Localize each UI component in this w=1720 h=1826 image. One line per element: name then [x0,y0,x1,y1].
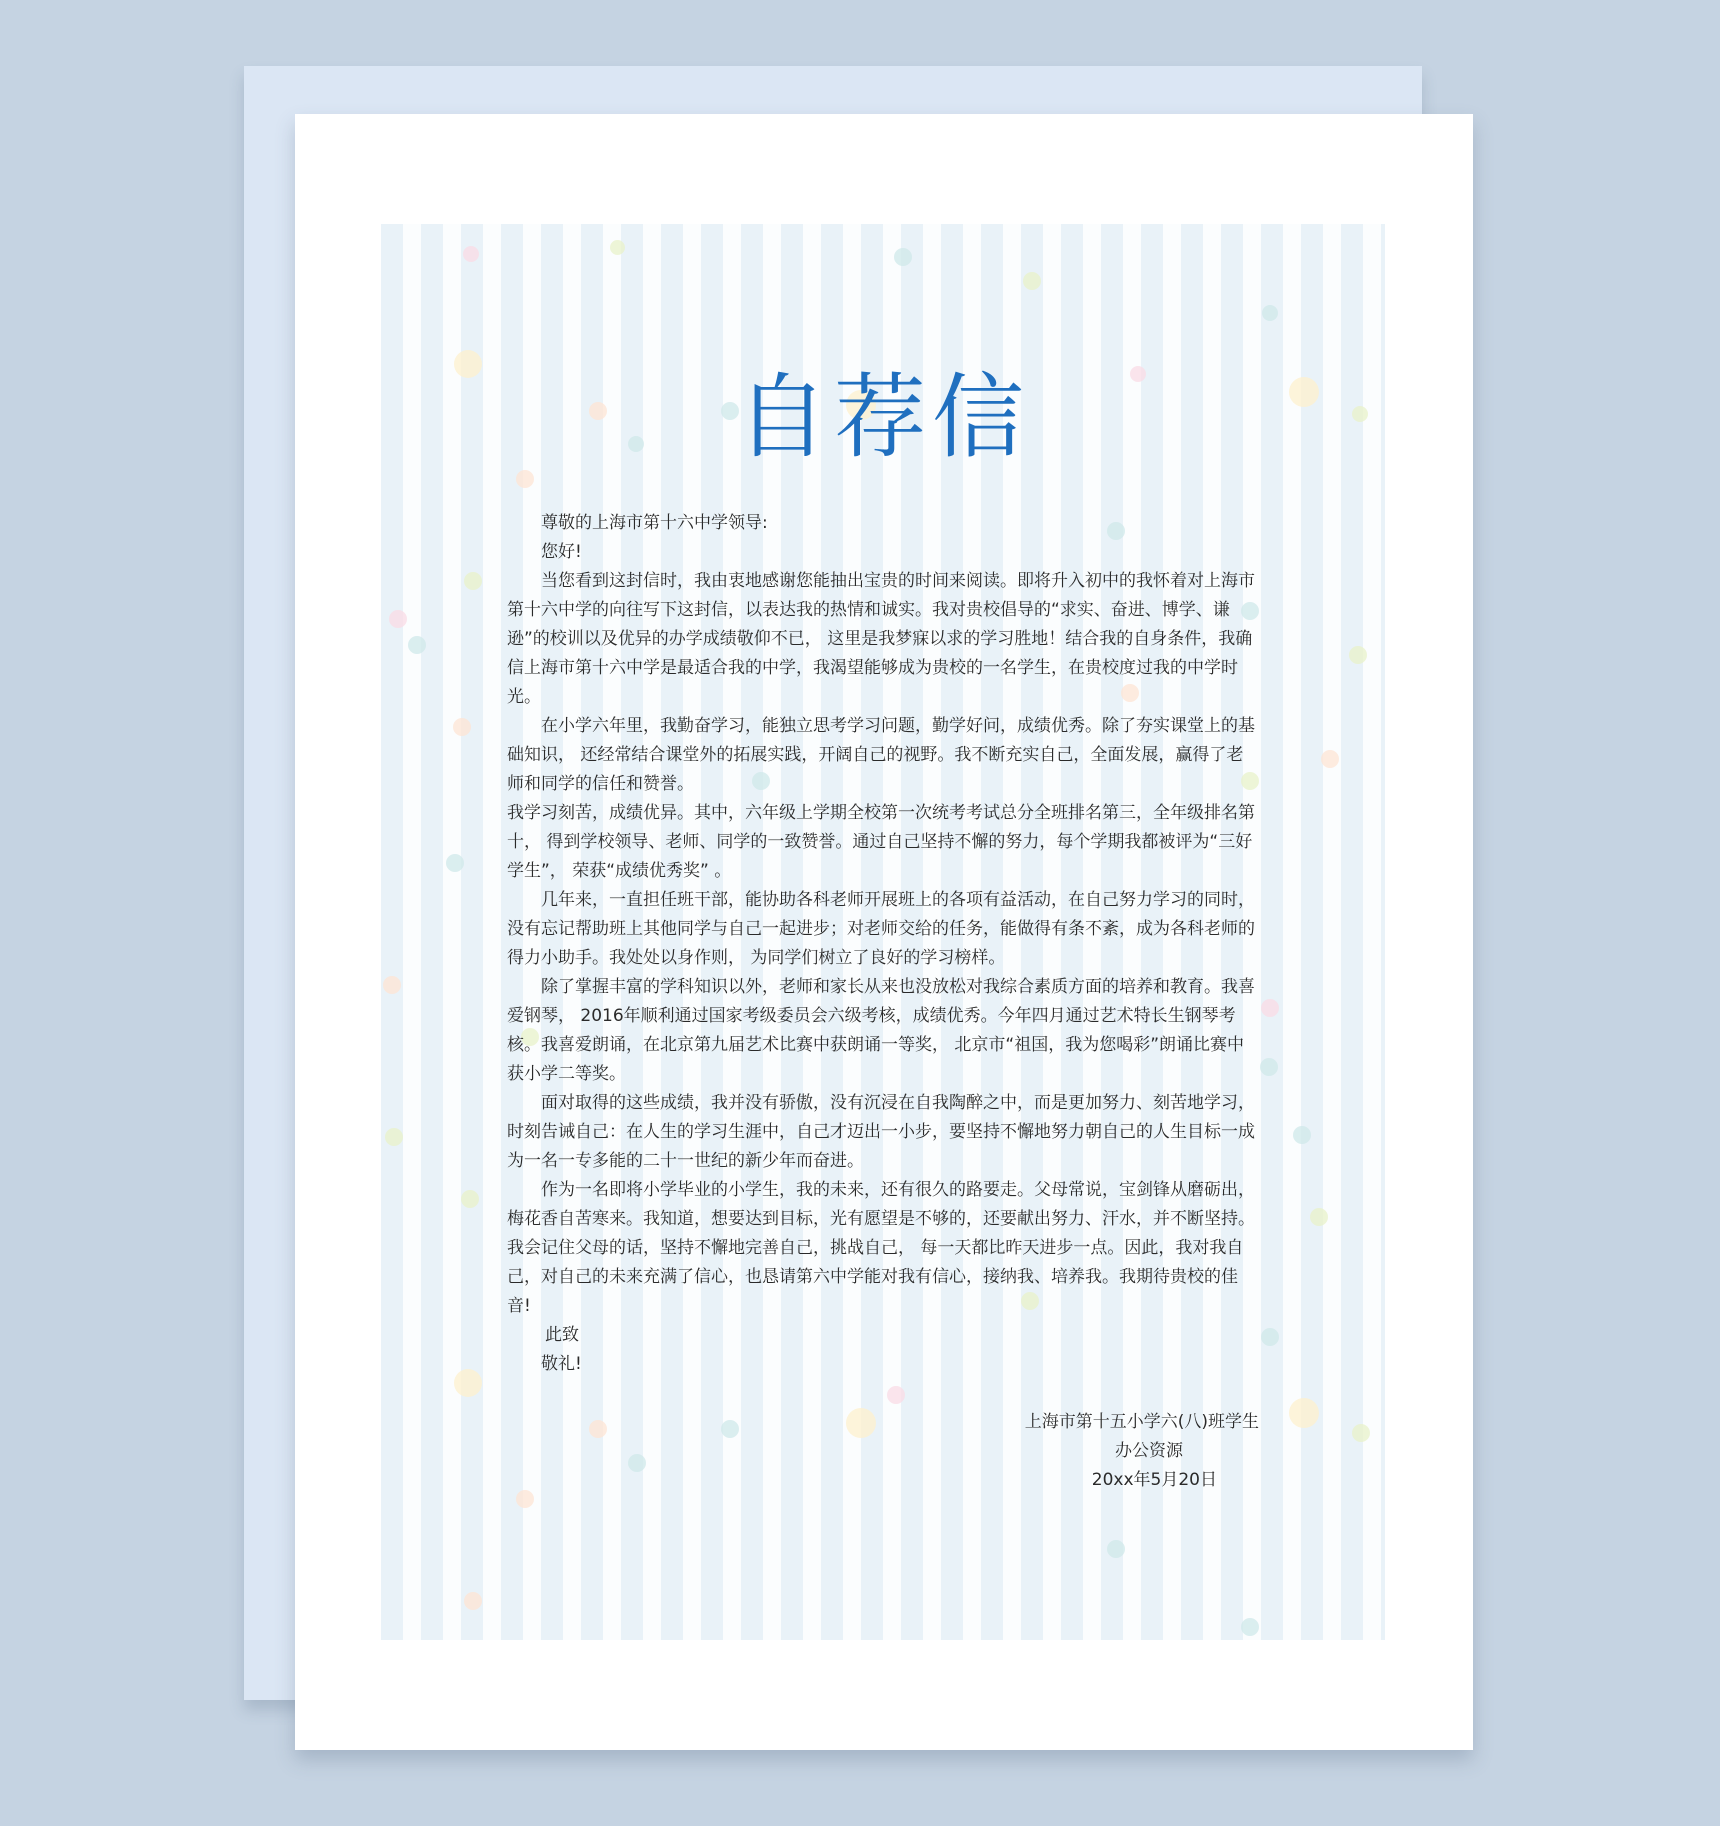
decorative-dot [385,1128,403,1146]
decorative-dot [1289,1398,1319,1428]
decorative-dot [1023,272,1041,290]
front-paper-sheet [295,114,1473,1750]
paragraph: 我学习刻苦，成绩优异。其中，六年级上学期全校第一次统考考试总分全班排名第三，全年级排名第十， 得到学校领导、老师、同学的一致赞誉。通过自己坚持不懈的努力，每个学期我都被评为“三好学生”， 荣获“成绩优秀奖” 。 [507,803,1255,881]
letter-paper [381,224,1385,1640]
letter-title: 自荐信 [735,364,1030,471]
greeting: 您好! [541,542,582,562]
decorative-dot [1352,1424,1370,1442]
paragraph: 面对取得的这些成绩，我并没有骄傲，没有沉浸在自我陶醉之中，而是更加努力、刻苦地学习，时刻告诫自己：在人生的学习生涯中，自己才迈出一小步，要坚持不懈地努力朝自己的人生目标一成为一名一专多能的二十一世纪的新少年而奋进。 [507,1093,1255,1171]
paragraph: 除了掌握丰富的学科知识以外，老师和家长从来也没放松对我综合素质方面的培养和教育。我喜爱钢琴， 2016年顺利通过国家考级委员会六级考核，成绩优秀。今年四月通过艺术特长生钢琴考核。我喜爱朗诵，在北京第九届艺术比赛中获朗诵一等奖， 北京市“祖国，我为您喝彩”朗诵比赛中获小学二等奖。 [507,977,1255,1084]
decorative-dot [1262,305,1278,321]
decorative-dot [464,572,482,590]
decorative-dot [1261,1328,1279,1346]
decorative-dot [1293,1126,1311,1144]
salutation: 尊敬的上海市第十六中学领导: [541,513,768,533]
decorative-dot [464,1592,482,1610]
paragraph: 在小学六年里，我勤奋学习，能独立思考学习问题，勤学好问，成绩优秀。除了夯实课堂上的基础知识， 还经常结合课堂外的拓展实践，开阔自己的视野。我不断充实自己，全面发展，赢得了老师和同学的信任和赞誉。 [507,716,1255,794]
decorative-dot [454,1369,482,1397]
paragraph: 当您看到这封信时，我由衷地感谢您能抽出宝贵的时间来阅读。即将升入初中的我怀着对上海市第十六中学的向往写下这封信，以表达我的热情和诚实。我对贵校倡导的“求实、奋进、博学、谦逊”的校训以及优异的办学成绩敬仰不已， 这里是我梦寐以求的学习胜地！结合我的自身条件，我确信上海市第十六中学是最适合我的中学，我渴望能够成为贵校的一名学生，在贵校度过我的中学时光。 [507,571,1255,707]
paragraph: 作为一名即将小学毕业的小学生，我的未来，还有很久的路要走。父母常说，宝剑锋从磨砺出，梅花香自苦寒来。我知道，想要达到目标，光有愿望是不够的，还要献出努力、汗水，并不断坚持。我会记住父母的话，坚持不懈地完善自己，挑战自己， 每一天都比昨天进步一点。因此，我对我自己，对自己的未来充满了信心，也恳请第六中学能对我有信心，接纳我、培养我。我期待贵校的佳音! [507,1180,1255,1316]
decorative-dot [461,1190,479,1208]
decorative-dot [383,976,401,994]
decorative-dot [1241,1618,1259,1636]
decorative-dot [1349,646,1367,664]
decorative-dot [1310,1208,1328,1226]
decorative-dot [1261,999,1279,1017]
decorative-dot [894,248,912,266]
closing-line: 敬礼! [541,1354,582,1374]
decorative-dot [446,854,464,872]
signature-block [507,1408,1259,1495]
signature-name: 办公资源 [1115,1441,1183,1461]
closing-line: 此致 [545,1325,579,1345]
decorative-dot [408,636,426,654]
decorative-dot [1321,750,1339,768]
paragraph: 几年来，一直担任班干部，能协助各科老师开展班上的各项有益活动，在自己努力学习的同时，没有忘记帮助班上其他同学与自己一起进步；对老师交给的任务，能做得有条不紊，成为各科老师的得力小助手。我处处以身作则， 为同学们树立了良好的学习榜样。 [507,890,1255,968]
letter-body [507,509,1259,1495]
decorative-dot [453,718,471,736]
decorative-dot [389,610,407,628]
decorative-dot [1107,1540,1125,1558]
decorative-dot [516,470,534,488]
decorative-dot [610,240,625,255]
signature-date: 20xx年5月20日 [1091,1470,1217,1490]
signature-school: 上海市第十五小学六(八)班学生 [1024,1412,1259,1432]
decorative-dot [463,246,479,262]
decorative-dot [1260,1058,1278,1076]
